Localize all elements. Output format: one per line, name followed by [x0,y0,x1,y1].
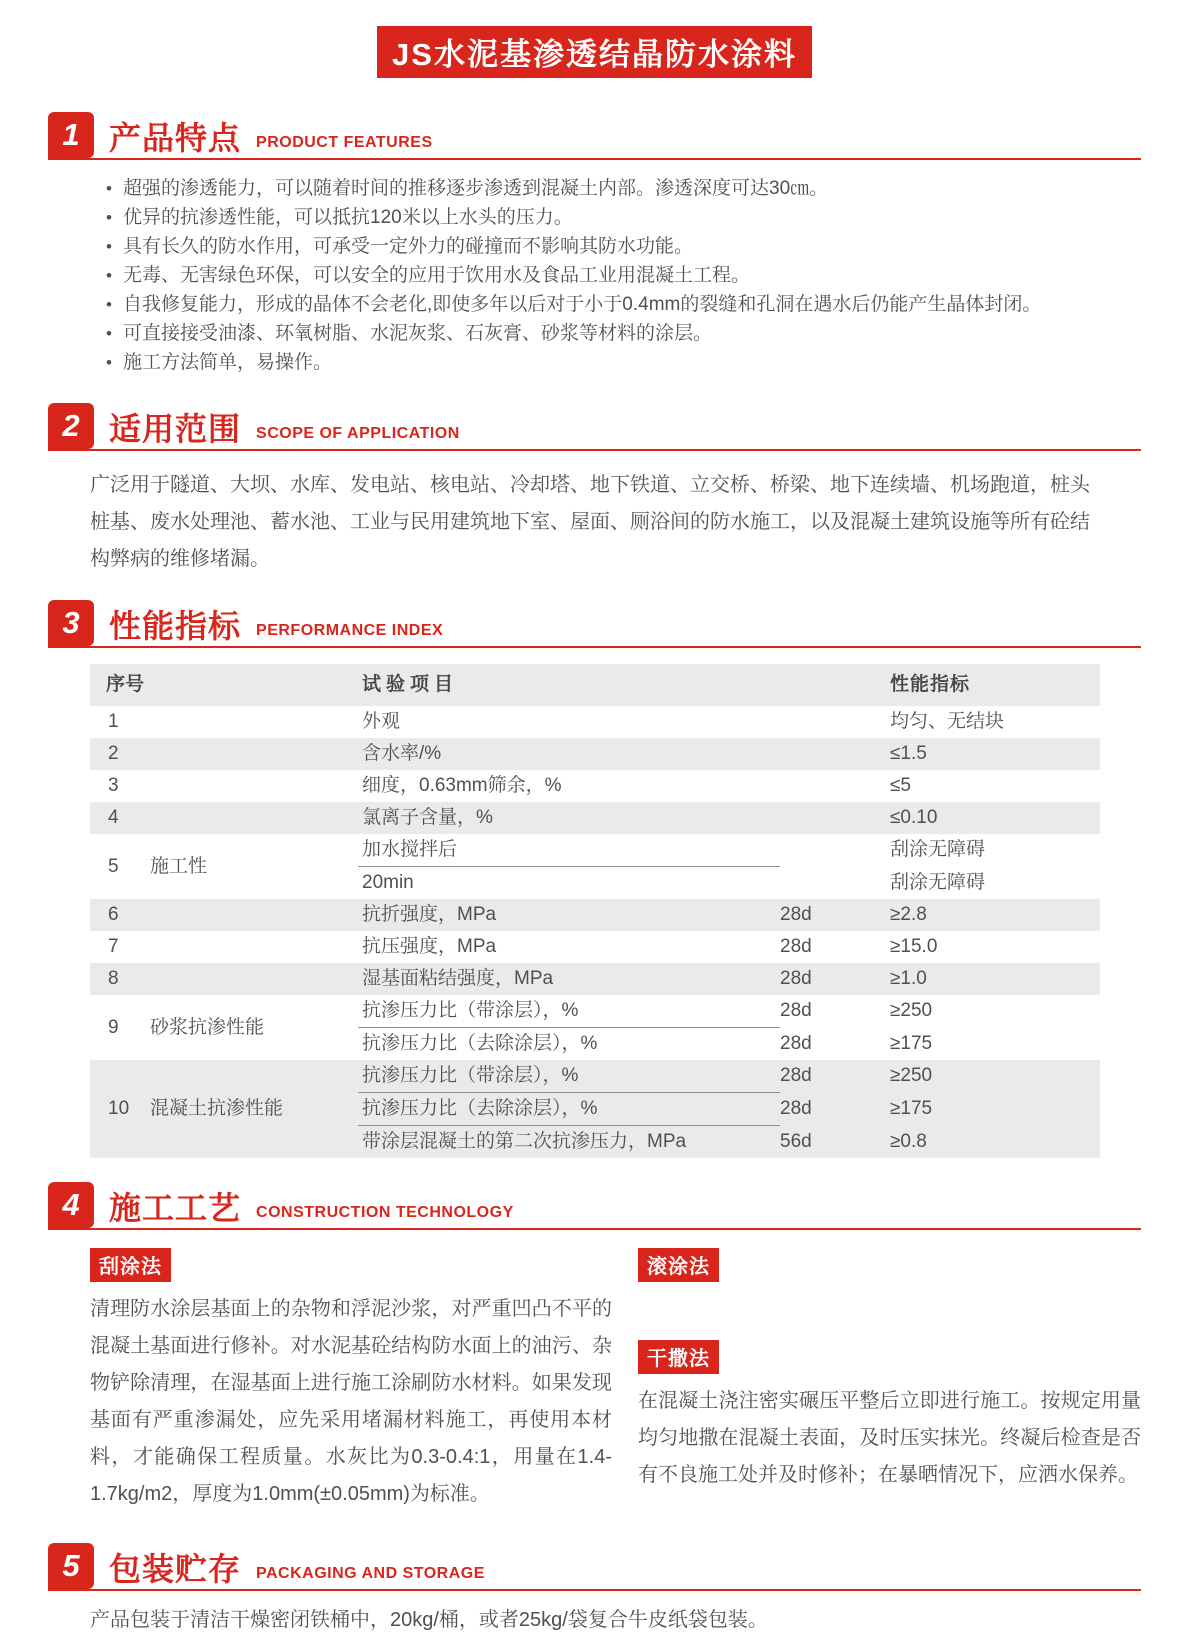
section-2-title-cn: 适用范围 [109,411,242,447]
table-cell-value: 刮涂无障碍 [890,871,986,893]
table-cell-test: 20min [362,872,414,893]
method-text-dry-sprinkle: 在混凝土浇注密实碾压平整后立即进行施工。按规定用量均匀地撒在混凝土表面，及时压实抹光。终凝后检查是否有不良施工处并及时修补；在暴晒情况下，应洒水保养。 [638,1390,1141,1486]
table-cell-no: 10 [90,1060,146,1158]
table-cell-value: ≥175 [890,1093,1100,1126]
header-test-item: 试验项目 [358,664,890,706]
table-cell-age: 28d [780,1093,890,1126]
feature-item: • 可直接接受油漆、环氧树脂、水泥灰浆、石灰膏、砂浆等材料的涂层。 [106,319,1141,348]
table-cell-test: 带涂层混凝土的第二次抗渗压力，MPa [358,1126,780,1159]
table-cell-test: 湿基面粘结强度，MPa [358,963,780,995]
table-cell-age [780,738,890,770]
section-1-number: 1 [48,112,94,158]
table-cell-test: 抗渗压力比（去除涂层），% [362,1033,598,1054]
table-cell-no: 2 [90,738,146,770]
table-cell-no: 8 [90,963,146,995]
method-badge-roller: 滚涂法 [638,1248,719,1282]
methods-columns [90,1248,1141,1513]
feature-item: • 超强的渗透能力，可以随着时间的推移逐步渗透到混凝土内部。渗透深度可达30㎝。 [106,174,1141,203]
section-2-header [48,403,1141,451]
section-1-title-en: PRODUCT FEATURES [256,134,433,151]
section-construction-technology [48,1182,1141,1513]
feature-item: • 施工方法简单，易操作。 [106,348,1141,377]
table-cell-age [780,867,890,900]
table-cell-test: 抗渗压力比（去除涂层），% [358,1093,780,1126]
table-cell-value: ≤0.10 [890,802,1100,834]
table-cell-cat: 混凝土抗渗性能 [146,1060,358,1158]
packaging-paragraph: 产品包装于清洁干燥密闭铁桶中，20kg/桶，或者25kg/袋复合牛皮纸袋包装。 [90,1609,768,1631]
table-row [90,738,1100,770]
table-row [90,963,1100,995]
table-row [90,995,1100,1028]
section-1-title-cn: 产品特点 [109,120,242,156]
section-4-title-cn: 施工工艺 [109,1190,242,1226]
table-cell-cat [146,738,358,770]
table-cell-age [780,770,890,802]
method-badge-dry-sprinkle: 干撒法 [638,1340,719,1374]
table-cell-value: ≥15.0 [890,936,938,957]
section-5-title-en: PACKAGING AND STORAGE [256,1565,485,1582]
table-header-row [90,664,1100,706]
table-cell-value: ≥0.8 [890,1126,1100,1159]
table-cell-age [780,706,890,738]
method-badge-scrape: 刮涂法 [90,1248,171,1282]
feature-item: • 自我修复能力，形成的晶体不会老化,即使多年以后对于小于0.4mm的裂缝和孔洞在遇水后仍能产生晶体封闭。 [106,290,1141,319]
table-row [90,899,1100,931]
section-5-number: 5 [48,1543,94,1589]
table-cell-no: 9 [108,1016,119,1038]
table-cell-no: 7 [108,936,119,957]
performance-table-head [90,664,1100,706]
table-row [90,1060,1100,1093]
table-cell-test: 外观 [362,711,401,732]
section-1-header [48,112,1141,160]
table-cell-test: 抗折强度，MPa [358,899,780,931]
page-title: JS水泥基渗透结晶防水涂料 [377,26,812,78]
section-3-title-en: PERFORMANCE INDEX [256,622,444,639]
title-banner-wrap [48,26,1141,78]
header-performance-index: 性能指标 [890,664,1100,706]
table-cell-age: 28d [780,1000,812,1022]
table-cell-value: ≥250 [890,1000,933,1022]
table-row [90,931,1100,963]
section-3-header [48,600,1141,648]
section-4-title-en: CONSTRUCTION TECHNOLOGY [256,1204,514,1221]
table-row [90,834,1100,867]
feature-list [106,174,1141,377]
table-cell-cat [146,899,358,931]
table-cell-cat [146,770,358,802]
table-row [90,770,1100,802]
section-performance-index [48,600,1141,1158]
feature-item: • 优异的抗渗透性能，可以抵抗120米以上水头的压力。 [106,203,1141,232]
feature-item: • 无毒、无害绿色环保，可以安全的应用于饮用水及食品工业用混凝土工程。 [106,261,1141,290]
table-cell-age: 28d [780,936,812,957]
section-5-title-cn: 包装贮存 [109,1551,242,1587]
table-cell-value: ≥250 [890,1060,1100,1093]
table-cell-test: 氯离子含量，% [358,802,780,834]
table-cell-value: ≥2.8 [890,899,1100,931]
table-cell-age: 28d [780,1060,890,1093]
table-cell-test: 含水率/% [358,738,780,770]
section-product-features [48,112,1141,377]
section-3-title-cn: 性能指标 [109,608,242,644]
table-cell-cat [146,963,358,995]
section-5-header [48,1543,1141,1591]
table-cell-test: 抗压强度，MPa [362,936,497,957]
section-3-number: 3 [48,600,94,646]
section-2-title-en: SCOPE OF APPLICATION [256,425,460,442]
section-packaging-storage [48,1543,1141,1636]
table-cell-cat [146,706,358,738]
table-cell-value: ≥175 [890,1032,933,1054]
section-2-number: 2 [48,403,94,449]
table-cell-value: ≤5 [890,775,911,796]
table-cell-test: 抗渗压力比（带涂层），% [358,1060,780,1093]
table-cell-test: 细度，0.63mm筛余，% [362,775,562,796]
table-row [90,706,1100,738]
table-cell-value: ≤1.5 [890,738,1100,770]
performance-table [90,664,1100,1158]
table-cell-test: 加水搅拌后 [358,834,780,867]
table-cell-no: 3 [108,775,119,796]
method-text-scrape: 清理防水涂层基面上的杂物和浮泥沙浆，对严重凹凸不平的混凝土基面进行修补。对水泥基砼结构防水面上的油污、杂物铲除清理，在湿基面上进行施工涂刷防水材料。如果发现基面有严重渗漏处，应先采用堵漏材料施工，再使用本材料，才能确保工程质量。水灰比为0.3-0.4:1，用量在1.4-1.7kg/m2，厚度为1.0mm(±0.05mm)为标准。 [90,1298,612,1505]
table-cell-no: 4 [90,802,146,834]
scope-paragraph: 广泛用于隧道、大坝、水库、发电站、核电站、冷却塔、地下铁道、立交桥、桥梁、地下连续墙、机场跑道，桩头桩基、废水处理池、蓄水池、工业与民用建筑地下室、屋面、厕浴间的防水施工，以及混凝土建筑设施等所有砼结构弊病的维修堵漏。 [90,474,1090,570]
table-cell-value: ≥1.0 [890,963,1100,995]
table-cell-test: 抗渗压力比（带涂层），% [358,995,780,1028]
table-cell-cat [146,931,358,963]
table-cell-value: 均匀、无结块 [890,711,1005,732]
section-scope [48,403,1141,578]
table-cell-age: 28d [780,899,890,931]
table-cell-age: 28d [780,1032,812,1054]
table-cell-age: 56d [780,1126,890,1159]
table-cell-age [780,802,890,834]
method-roller-coating [638,1248,1141,1282]
method-scrape-coating [90,1248,612,1513]
table-cell-cat: 施工性 [150,855,208,877]
table-cell-cat: 砂浆抗渗性能 [150,1016,265,1038]
methods-right-column [638,1248,1141,1513]
performance-table-body [90,706,1100,1158]
table-cell-no: 6 [90,899,146,931]
feature-item: • 具有长久的防水作用，可承受一定外力的碰撞而不影响其防水功能。 [106,232,1141,261]
section-4-header [48,1182,1141,1230]
method-dry-sprinkle [638,1340,1141,1494]
table-cell-cat [146,802,358,834]
table-row [90,802,1100,834]
header-no: 序号 [90,664,358,706]
table-cell-no: 1 [108,711,119,732]
table-cell-value: 刮涂无障碍 [890,839,986,861]
table-cell-age: 28d [780,963,890,995]
methods-left-column [90,1248,612,1513]
table-cell-age [780,834,890,867]
table-cell-no: 5 [108,855,119,877]
section-4-number: 4 [48,1182,94,1228]
